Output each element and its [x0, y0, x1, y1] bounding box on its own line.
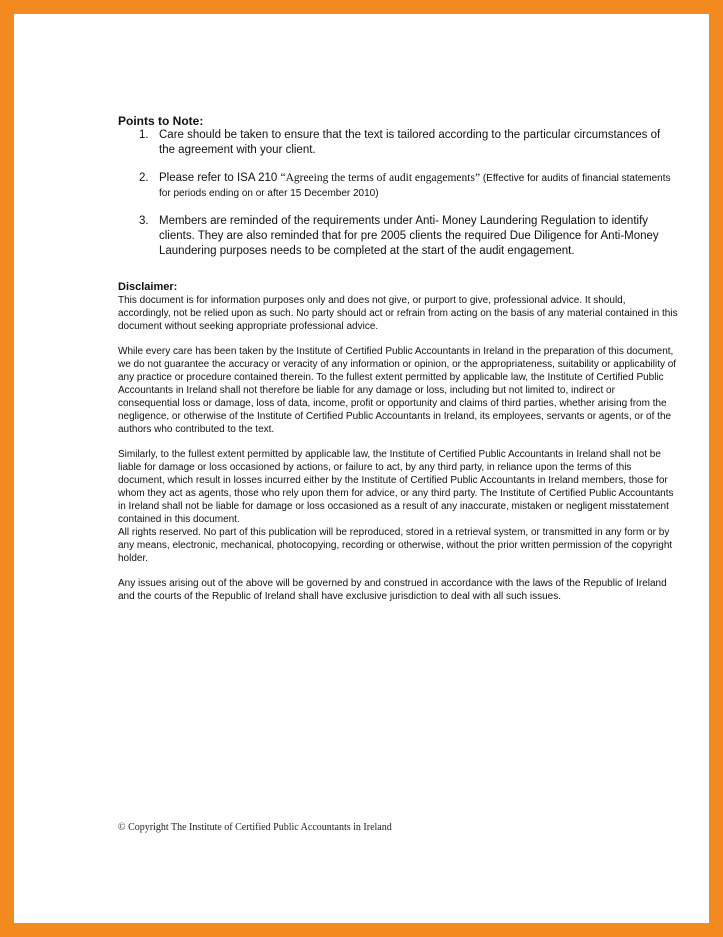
point-number: 2. — [139, 172, 149, 184]
point-text-citation: “Agreeing the terms of audit engagements” — [280, 172, 481, 184]
point-number: 1. — [139, 129, 149, 141]
point-text: Care should be taken to ensure that the text is tailored according to the particular circumstances of the agreement with your client. — [159, 129, 661, 156]
disclaimer-paragraph-5: Any issues arising out of the above will be governed by and construed in accordance with the laws of the Republic of Ireland and the courts of the Republic of Ireland shall have exclusive jurisdiction to deal with all such issues. — [118, 578, 667, 602]
point-item-3 — [118, 214, 678, 259]
points-list — [118, 128, 678, 259]
document-page — [14, 14, 709, 923]
disclaimer-paragraph-4: All rights reserved. No part of this publication will be reproduced, stored in a retrieval system, or transmitted in any form or by any means, electronic, mechanical, photocopying, recording or otherwise, without the prior written permission of the copyright holder. — [118, 527, 673, 564]
disclaimer-paragraph-3: Similarly, to the fullest extent permitted by applicable law, the Institute of Certified Public Accountants in Ireland shall not be liable for damage or loss occasioned by actions, or failure to act, by any third party, in reliance upon the terms of this document, which result in losses incurred either by the Institute of Certified Public Accountants in Ireland members, those for whom they act as agents, those who rely upon them for advice, or any third party. The Institute of Certified Public Accountants in Ireland shall not be liable for damage or loss occasioned as a result of any inaccurate, mistaken or negligent misstatement contained in this document. — [118, 449, 674, 525]
document-content — [118, 114, 678, 615]
point-item-1 — [118, 128, 678, 158]
point-text-prefix: Please refer to ISA 210 — [159, 172, 281, 184]
disclaimer-heading: Disclaimer: — [118, 281, 178, 293]
disclaimer-paragraph-1: This document is for information purposes only and does not give, or purport to give, professional advice. It should, accordingly, not be relied upon as such. No party should act or refrain from acting on the basis of any material contained in this document without seeking appropriate professional advice. — [118, 295, 678, 332]
point-text: Members are reminded of the requirements under Anti- Money Laundering Regulation to identify clients. They are also reminded that for pre 2005 clients the required Due Diligence for Anti-Money Laundering purposes needs to be completed at the start of the audit engagement. — [159, 215, 659, 257]
disclaimer-paragraph-2: While every care has been taken by the Institute of Certified Public Accountants in Ireland in the preparation of this document, we do not guarantee the accuracy or veracity of any information or opinion, or the appropriateness, suitability or applicability of any practice or procedure contained therein. To the fullest extent permitted by applicable law, the Institute of Certified Public Accountants in Ireland shall not therefore be liable for any damage or loss, including but not limited to, indirect or consequential loss or damage, loss of data, income, profit or opportunity and claims of third parties, whether arising from the negligence, or otherwise of the Institute of Certified Public Accountants in Ireland, its employees, servants or agents, or of the authors who contributed to the text. — [118, 346, 677, 435]
point-text — [159, 171, 678, 201]
copyright-notice: © Copyright The Institute of Certified Public Accountants in Ireland — [118, 822, 392, 833]
point-item-2 — [118, 171, 678, 201]
points-heading: Points to Note: — [118, 114, 204, 128]
point-text-suffix: (Effective for audits of financial statements for periods ending on or after 15 December 2010) — [159, 173, 671, 199]
point-number: 3. — [139, 215, 149, 227]
disclaimer-section — [118, 281, 678, 603]
